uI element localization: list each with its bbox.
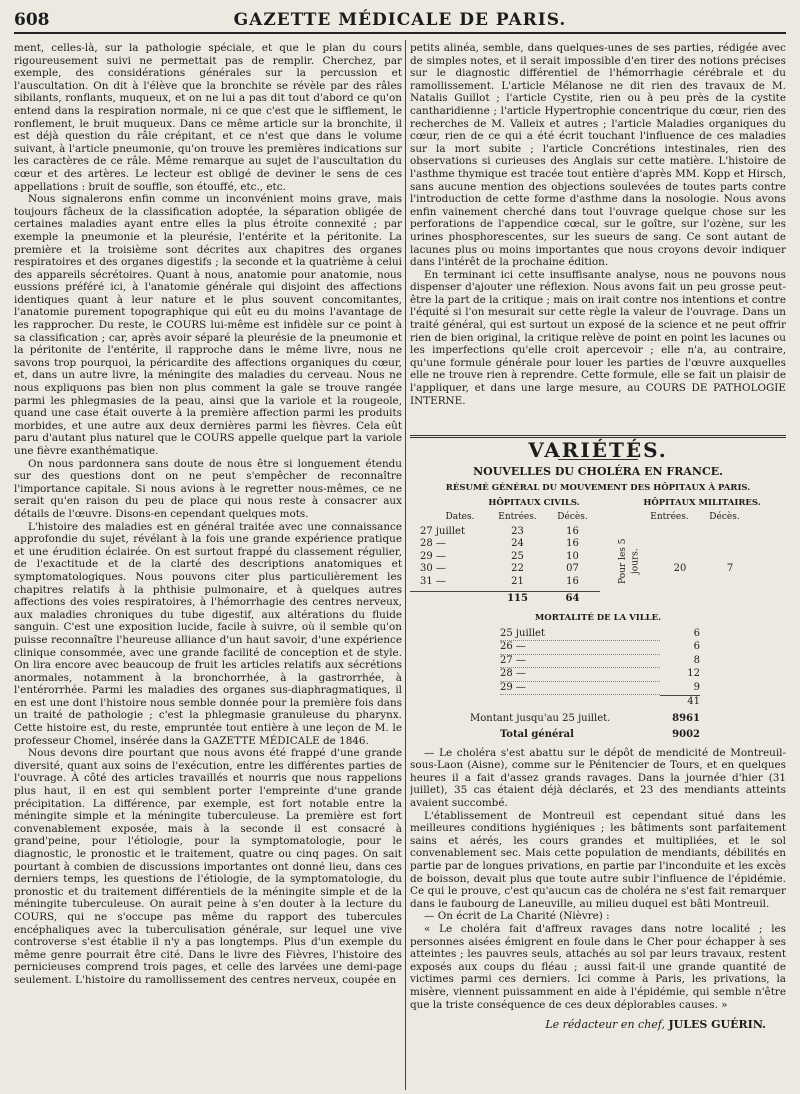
column-headers (410, 511, 786, 524)
journal-title: GAZETTE MÉDICALE DE PARIS. (233, 10, 567, 30)
table-row: 29 — 25 10 (420, 550, 579, 562)
hospital-headers (410, 497, 786, 510)
paragraph: Nous signalerons enfin comme un inconvénient moins grave, mais toujours fâcheux de la classification adoptée, la séparation obligée de certaines maladies ayant entre elles la plus étroite connexité ; par exemple la pneumonie et la pleurésie, l'entérite et la péritonite. La première et la troisième sont décrites aux chapitres des organes respiratoires et des organes digestifs ; la seconde et la quatrième à celui des appareils sécrétoires. Quant à nous, anatomie pour anatomie, nous eussions préféré ici, à l'anatomie générale qui disjoint des affections identiques quant à leur nature et le plus souvent concomitantes, l'anatomie purement topographique qui eût eu du moins l'avantage de les rapprocher. Du reste, le COURS lui-même est infidèle sur ce point à sa classification ; car, après avoir séparé la pleurésie de la pneumonie et la péritonite de l'entérite, il rapproche dans le même livre, nous ne savons trop pourquoi, la péricardite des affections organiques du cœur, et, dans un autre livre, la méningite des maladies du cerveau. Nous ne nous expliquons pas bien non plus comment la gale se trouve rangée parmi les phlegmasies de la peau, ainsi que la variole et la rougeole, quand une case était ouverte à la première affection parmi les produits morbides, et une autre aux deux dernières parmi les fièvres. Cela eût paru d'autant plus naturel que le COURS appelle quelque part la variole une fièvre exanthématique. (14, 193, 402, 457)
list-item: 27 — 8 (410, 655, 786, 669)
cumulative-row: Montant jusqu'au 25 juillet. 8961 (470, 712, 700, 724)
col-entrees-mil: Entrées. (650, 512, 689, 523)
table-row: 31 — 21 16 (420, 575, 579, 587)
column-divider (405, 40, 406, 1090)
table-row: 30 — 22 07 20 7 (410, 563, 786, 576)
mortality-sum: 41 (410, 695, 786, 709)
news-paragraph: — Le choléra s'est abattu sur le dépôt de mendicité de Montreuil-sous-Laon (Aisne), comme sur le Pénitencier de Tours, et en quelques heures il a fait d'assez grands ravages. Dans la journée d'hier (31 juillet), 35 cas étaient déjà déclarés, et 23 des mendiants atteints avaient succombé. (410, 746, 786, 810)
signature (410, 1019, 786, 1032)
movement-title: RÉSUMÉ GÉNÉRAL DU MOUVEMENT DES HÔPITAUX À PARIS. (445, 483, 751, 494)
col-entrees: Entrées. (498, 512, 537, 523)
military-label: HÔPITAUX MILITAIRES. (643, 497, 761, 508)
news-paragraph: — On écrit de La Charité (Nièvre) : (424, 910, 610, 923)
news-paragraph: « Le choléra fait d'affreux ravages dans notre localité ; les personnes aisées émigrent en foule dans le Cher pour échapper à ses atteintes ; les pauvres seuls, attachés au sol par leurs travaux, restent exposés aux coups du fléau ; aussi fait-il une grande quantité de victimes parmi ces derniers. Ici comme à Paris, les privations, la misère, viennent puissamment en aide à l'épidémie, qui semble n'être que la triste conséquence de ces deux déplorables causes. » (410, 922, 786, 1011)
list-item: 25 juillet 6 (410, 628, 786, 642)
table-row: 27 juillet 23 16 (420, 525, 579, 537)
paragraph: Nous devons dire pourtant que nous avons été frappé d'une grande diversité, quant aux soins de l'exécution, entre les différentes parties de l'ouvrage. À côté des articles travaillés et nourris que nous rappelions plus haut, il en est qui semblent porter l'empreinte d'une grande précipitation. La différence, par exemple, est fort notable entre la méningite simple et la méningite tuberculeuse. La première est fort convenablement exposée, mais à la seconde il est consacré à grand'peine, pour l'étiologie, pour la symptomatologie, pour le diagnostic, le pronostic et le traitement, quatre ou cinq pages. On sait pourtant à combien de discussions importantes ont donné lieu, dans ces derniers temps, les questions de l'étiologie, de la symptomatologie, du pronostic et du traitement différentiels de la méningite simple et de la méningite tuberculeuse. On aurait peine à s'en douter à la lecture du COURS, qui ne s'occupe pas même du rapport des tubercules encéphaliques avec la tuberculisation générale, sur lequel une vive controverse s'est établie il n'y a pas longtemps. Plus d'un exemple du même genre pourrait être cité. Dans le livre des Fièvres, l'histoire des pernicieuses comprend trois pages, et celle des larvées une demi-page seulement. L'histoire du ramollissement des centres nerveux, coupée en (14, 747, 402, 986)
paragraph: L'histoire des maladies est en général traitée avec une connaissance approfondie du sujet, révélant à la fois une grande expérience pratique et une érudition éclairée. On est surtout frappé du classement régulier, de l'exactitude et de la clarté des descriptions anatomiques et symptomatologiques. Nous pouvons citer plus particulièrement les chapitres relatifs à la phthisie pulmonaire, et à quelques autres affections des voies respiratoires, à l'hémorrhagie des centres nerveux, aux maladies chroniques du tube digestif, aux altérations du fluide sanguin. C'est une exposition lucide, facile à suivre, où il semble qu'on puisse reconnaître l'heureuse alliance d'un haut savoir, d'une expérience clinique consommée, avec une grande facilité de conception et de style. On lira encore avec beaucoup de fruit les articles relatifs aux sécrétions anormales, notamment à la bronchorrhée, à la gastrorrhée, à l'entérorrhée. Parmi les maladies des organes sus-diaphragmatiques, il en est une dont l'histoire nous semble donnée pour la première fois dans un traité de pathologie ; c'est la phlegmasie granuleuse du pharynx. Cette histoire est, du reste, empruntée tout entière à une leçon de M. le professeur Chomel, insérée dans la GAZETTE MÉDICALE de 1846. (14, 520, 402, 747)
review-continuation (410, 42, 786, 431)
col-dates: Dates. (445, 512, 475, 523)
civil-totals: 115 64 (410, 591, 600, 606)
table-row: 28 — 24 16 (420, 538, 579, 550)
cholera-title: NOUVELLES DU CHOLÉRA EN FRANCE. (473, 464, 723, 478)
mortality-title: MORTALITÉ DE LA VILLE. (534, 613, 662, 624)
right-column (410, 42, 786, 1092)
page-number: 608 (14, 10, 50, 30)
news-paragraph: L'établissement de Montreuil est cependant situé dans les meilleures conditions hygiéniques ; les bâtiments sont parfaitement sains et aérés, les cours grandes et multipliées, et le sol convenablement sec. Mais cette population de mendiants, débilités en partie par de longues privations, en partie par l'inconduite et les excès de boisson, devait plus que toute autre subir l'influence de l'épidémie. Ce qui le prouve, c'est qu'aucun cas de choléra ne s'est fait remarquer dans le faubourg de Laneuville, au milieu duquel est bâti Montreuil. (410, 809, 786, 910)
civil-label: HÔPITAUX CIVILS. (488, 497, 580, 508)
paragraph: On nous pardonnera sans doute de nous être si longuement étendu sur des questions dont on ne peut s'empêcher de reconnaître l'importance capitale. Si nous avions à le regretter nous-mêmes, ce ne serait qu'en raison du peu de place qui nous reste à consacrer aux détails de l'œuvre. Disons-en cependant quelques mots. (14, 457, 402, 520)
signature-name: JULES GUÉRIN. (668, 1018, 766, 1032)
vertical-note: Pour les 5 jours. (618, 538, 641, 584)
col-deces: Décès. (557, 512, 588, 523)
left-column (14, 42, 402, 1092)
col-deces-mil: Décès. (709, 512, 740, 523)
military-entrees: 20 (673, 563, 687, 575)
signature-label: Le rédacteur en chef, (545, 1018, 665, 1032)
section-title: VARIÉTÉS. (528, 438, 668, 462)
list-item: 26 — 6 (410, 641, 786, 655)
military-deces: 7 (726, 563, 734, 575)
list-item: 29 — 9 (410, 682, 786, 696)
page-header (14, 10, 786, 34)
list-item: 28 — 12 (410, 668, 786, 682)
paragraph: En terminant ici cette insuffisante analyse, nous ne pouvons nous dispenser d'ajouter une réflexion. Nous avons fait un peu grosse peut-être la part de la critique ; mais on irait contre nos intentions et contre l'équité si l'on mesurait sur cette règle la valeur de l'ouvrage. Dans un traité général, qui est surtout un exposé de la science et ne peut offrir rien de bien original, la critique relève de point en point les lacunes ou les imperfections qu'elle croit apercevoir ; elle n'a, au contraire, qu'une formule générale pour louer les parties de l'œuvre auxquelles elle ne trouve rien à reprendre. Cette formule, elle se fait un plaisir de l'appliquer, et dans une large mesure, au COURS DE PATHOLOGIE INTERNE. (410, 268, 786, 407)
paragraph: petits alinéa, semble, dans quelques-unes de ses parties, rédigée avec de simples notes, et il serait impossible d'en tirer des notions précises sur le diagnostic différentiel de l'hémorrhagie cérébrale et du ramollissement. L'article Mélanose ne dit rien des travaux de M. Natalis Guillot ; l'article Cystite, rien ou à peu près de la cystite cantharidienne ; l'article Hypertrophie concentrique du cœur, rien des recherches de M. Valleix et autres ; l'article Maladies organiques du cœur, rien de ce qui a été écrit touchant l'influence de ces maladies sur la mort subite ; l'article Concrétions intestinales, rien des observations si curieuses des Anglais sur cette matière. L'histoire de l'asthme thymique est tracée tout entière d'après MM. Kopp et Hirsch, sans aucune mention des objections soulevées de toutes parts contre l'introduction de cette forme d'asthme dans la nosologie. Nous avons enfin vainement cherché dans tout l'ouvrage quelque chose sur les perforations de l'appendice cœcal, sur le goître, sur l'ozène, sur les urines phosphorescentes, sur les sueurs de sang. Ce sont autant de lacunes plus ou moins importantes que nous croyons devoir indiquer dans l'intérêt de la prochaine édition. (410, 42, 786, 269)
hospital-table (410, 526, 786, 606)
grand-total-row: Total général 9002 (500, 728, 700, 740)
paragraph: ment, celles-là, sur la pathologie spéciale, et que le plan du cours rigoureusement suivi ne permettait pas de remplir. Cherchez, par exemple, des considérations générales sur la percussion et l'auscultation. On dit à l'élève que la bronchite se révèle par des râles sibilants, ronflants, muqueux, et on ne lui a pas dit tout d'abord ce qu'on entend dans la respiration normale, ni ce que c'est que le sifflement, le ronflement, le bruit muqueux. Dans ce même article sur la bronchite, il est déjà question du râle crépitant, et ce n'est que dans le volume suivant, à l'article pneumonie, qu'on trouve les premières indications sur les caractères de ce râle. Même remarque au sujet de l'auscultation du cœur et des artères. Le lecteur est obligé de deviner le sens de ces appellations : bruit de souffle, son étouffé, etc., etc. (14, 42, 402, 193)
